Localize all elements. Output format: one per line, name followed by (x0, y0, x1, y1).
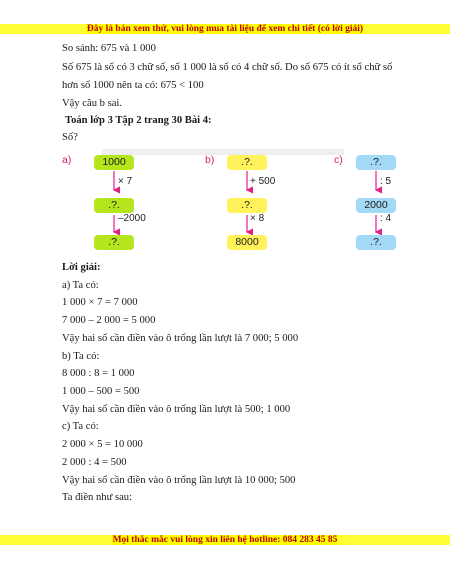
exercise-diagram (62, 146, 402, 256)
header-notice: Đây là bản xem thử, vui lòng mua tài liệu để xem chi tiết (có lời giải) (0, 24, 450, 34)
solution-line: Ta điền như sau: (62, 492, 133, 503)
part-c-op1: : 5 (380, 176, 392, 187)
solution-line: Vậy hai số cần điền vào ô trống lần lượt là 7 000; 5 000 (62, 333, 299, 344)
solution-line: a) Ta có: (62, 280, 99, 291)
solution-line: 7 000 – 2 000 = 5 000 (62, 315, 156, 326)
intro-line: Số 675 là số có 3 chữ số, số 1 000 là số có 4 chữ số. Do số 675 có ít số chữ số (62, 62, 393, 73)
intro-line: Vậy câu b sai. (62, 98, 123, 109)
intro-line: So sánh: 675 và 1 000 (62, 43, 156, 54)
solution-line: 1 000 – 500 = 500 (62, 386, 140, 397)
part-a-op2: –2000 (118, 213, 146, 224)
solution-line: 1 000 × 7 = 7 000 (62, 297, 138, 308)
part-b-bottom-box: 8000 (227, 235, 267, 250)
solution-line: Vậy hai số cần điền vào ô trống lần lượt là 500; 1 000 (62, 404, 291, 415)
part-a-bottom-box: .?. (94, 235, 134, 250)
solution-line: 2 000 × 5 = 10 000 (62, 439, 143, 450)
intro-line: hơn số 1000 nên ta có: 675 < 100 (62, 80, 204, 91)
part-b-label: b) (205, 154, 215, 166)
part-c-op2: : 4 (380, 213, 392, 224)
solution-line: b) Ta có: (62, 351, 100, 362)
solution-line: 8 000 : 8 = 1 000 (62, 368, 135, 379)
part-c-bottom-box: .?. (356, 235, 396, 250)
part-b-mid-box: .?. (227, 198, 267, 213)
solution-line: c) Ta có: (62, 421, 99, 432)
part-a-top-box: 1000 (94, 155, 134, 170)
part-b-op2: × 8 (250, 213, 265, 224)
part-c-label: c) (334, 154, 343, 166)
part-a-label: a) (62, 154, 72, 166)
solution-line: 2 000 : 4 = 500 (62, 457, 127, 468)
part-b-top-box: .?. (227, 155, 267, 170)
footer-notice: Mọi thắc mắc vui lòng xin liên hệ hotline: 084 283 45 85 (0, 535, 450, 545)
part-b-op1: + 500 (250, 176, 276, 187)
solution-title: Lời giải: (62, 262, 101, 273)
part-c-mid-box: 2000 (356, 198, 396, 213)
exercise-prompt: Số? (62, 132, 78, 143)
part-c-top-box: .?. (356, 155, 396, 170)
solution-line: Vậy hai số cần điền vào ô trống lần lượt là 10 000; 500 (62, 475, 296, 486)
part-a-op1: × 7 (118, 176, 133, 187)
exercise-title: Toán lớp 3 Tập 2 trang 30 Bài 4: (65, 115, 212, 126)
part-a-mid-box: .?. (94, 198, 134, 213)
